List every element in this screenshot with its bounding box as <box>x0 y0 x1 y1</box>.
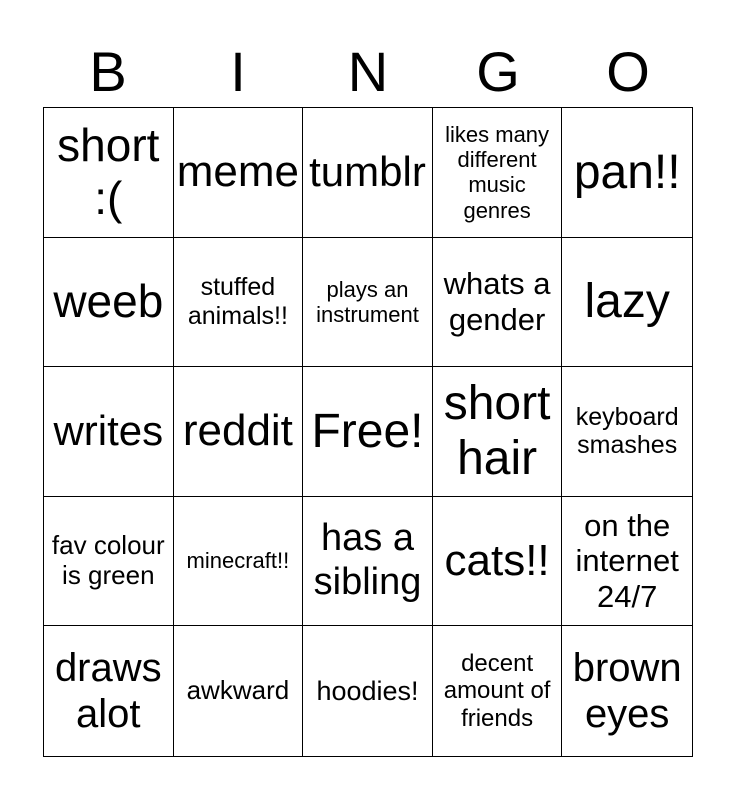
bingo-cell[interactable] <box>174 626 304 756</box>
header-letter-g: G <box>476 40 520 103</box>
cell-label: lazy <box>584 275 670 329</box>
bingo-cell[interactable] <box>562 497 692 627</box>
cell-label: Free! <box>311 404 424 458</box>
bingo-cell[interactable] <box>44 626 174 756</box>
cell-label: short hair <box>443 377 551 486</box>
header-letter-b: B <box>89 40 127 103</box>
cell-label: has a sibling <box>313 517 422 604</box>
bingo-cell[interactable] <box>433 367 563 497</box>
cell-label: hoodies! <box>316 675 419 706</box>
bingo-cell[interactable] <box>303 108 433 238</box>
cell-label: minecraft!! <box>186 548 290 574</box>
cell-label: plays an instrument <box>316 276 419 327</box>
cell-label: brown eyes <box>572 646 682 737</box>
bingo-cell[interactable] <box>562 108 692 238</box>
cell-label: short :( <box>57 119 160 225</box>
bingo-cell[interactable] <box>303 626 433 756</box>
bingo-cell[interactable] <box>44 367 174 497</box>
cell-label: draws alot <box>54 646 162 737</box>
bingo-cell[interactable] <box>44 497 174 627</box>
cell-label: weeb <box>53 275 164 328</box>
cell-label: tumblr <box>309 148 426 196</box>
bingo-cell[interactable] <box>303 497 433 627</box>
bingo-cell[interactable] <box>433 497 563 627</box>
bingo-cell[interactable] <box>44 108 174 238</box>
cell-label: decent amount of friends <box>443 649 551 732</box>
bingo-cell[interactable] <box>433 626 563 756</box>
header-letter-n: N <box>347 40 389 103</box>
bingo-cell[interactable] <box>174 497 304 627</box>
bingo-cell[interactable] <box>562 238 692 368</box>
bingo-cell[interactable] <box>174 238 304 368</box>
cell-label: pan!! <box>573 145 681 199</box>
cell-label: likes many different music genres <box>445 121 550 223</box>
bingo-cell[interactable] <box>174 367 304 497</box>
bingo-cell[interactable] <box>303 238 433 368</box>
cell-label: cats!! <box>444 535 550 585</box>
cell-label: keyboard smashes <box>575 402 679 460</box>
free-space-cell[interactable] <box>303 367 433 497</box>
bingo-cell[interactable] <box>433 238 563 368</box>
bingo-cell[interactable] <box>44 238 174 368</box>
bingo-cell[interactable] <box>174 108 304 238</box>
cell-label: whats a gender <box>443 266 551 337</box>
cell-label: stuffed animals!! <box>187 273 288 330</box>
cell-label: writes <box>53 407 164 455</box>
bingo-cell[interactable] <box>433 108 563 238</box>
cell-label: meme <box>176 147 300 196</box>
header-letter-i: I <box>230 40 246 103</box>
cell-label: awkward <box>186 675 290 706</box>
header-letter-o: O <box>606 40 650 103</box>
cell-label: reddit <box>182 406 293 456</box>
bingo-cell[interactable] <box>562 367 692 497</box>
bingo-board <box>43 107 693 757</box>
bingo-cell[interactable] <box>562 626 692 756</box>
bingo-header <box>43 38 693 106</box>
cell-label: fav colour is green <box>51 530 165 591</box>
cell-label: on the internet 24/7 <box>575 507 679 614</box>
